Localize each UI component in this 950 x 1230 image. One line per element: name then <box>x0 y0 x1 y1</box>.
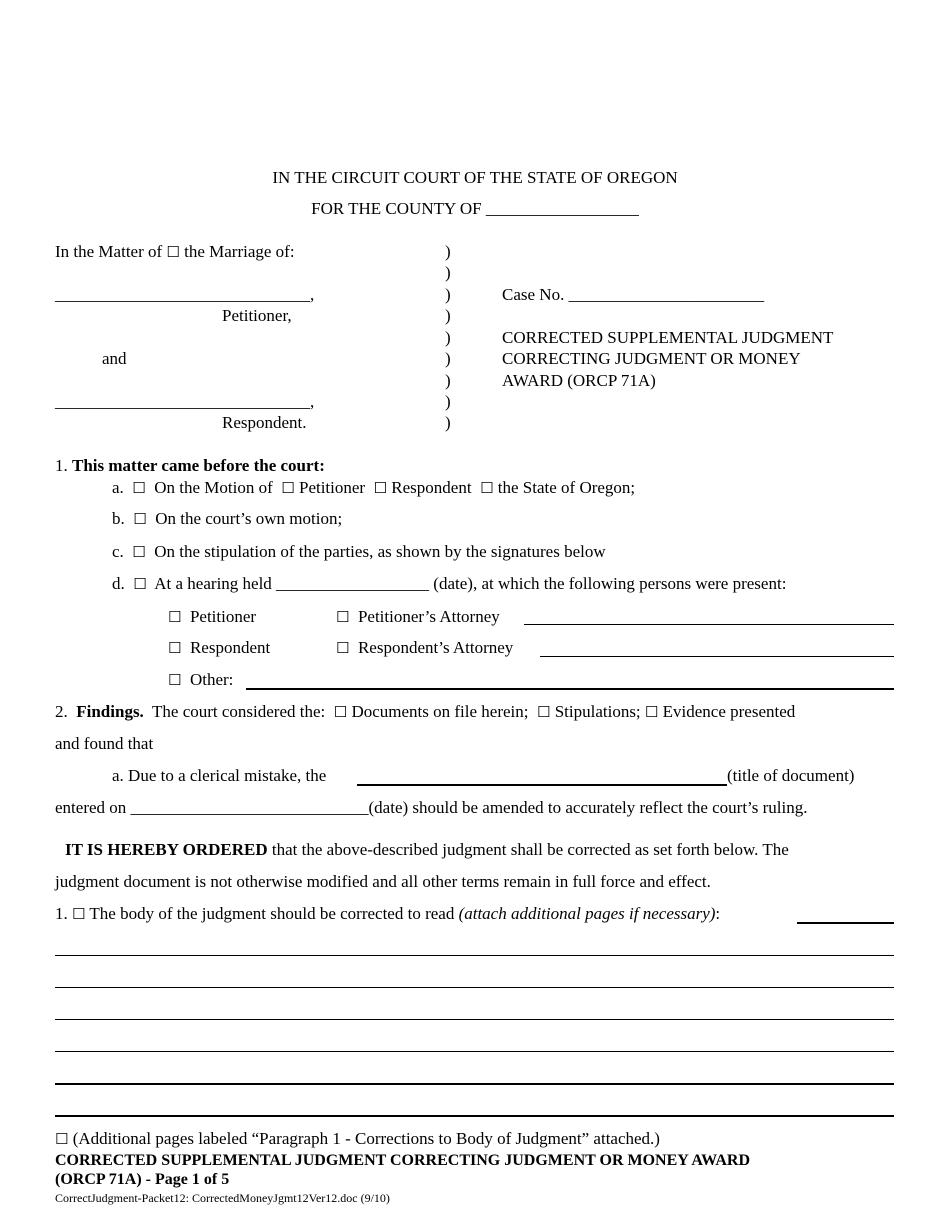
motion-state-label: the State of Oregon; <box>497 478 636 497</box>
writing-line[interactable] <box>55 955 894 956</box>
stipulations-checkbox[interactable]: ☐ <box>537 703 551 721</box>
document-title-line-2: CORRECTING JUDGMENT OR MONEY <box>502 349 801 368</box>
document-title-line-3: AWARD (ORCP 71A) <box>502 371 656 390</box>
present-petitioner-checkbox[interactable]: ☐ <box>168 608 182 626</box>
present-other-checkbox[interactable]: ☐ <box>168 671 182 689</box>
evidence-checkbox[interactable]: ☐ <box>644 703 659 721</box>
respondent-name-field[interactable]: ______________________________, <box>55 392 315 411</box>
evidence-label: Evidence presented <box>662 702 796 721</box>
matter-prefix: In the Matter of <box>55 242 163 261</box>
motion-state-checkbox[interactable]: ☐ <box>480 479 494 497</box>
document-title-line-1: CORRECTED SUPPLEMENTAL JUDGMENT <box>502 328 834 347</box>
pet-attorney-field[interactable] <box>524 624 894 625</box>
item-1d <box>112 574 786 594</box>
court-line-2: FOR THE COUNTY OF __________________ <box>311 199 639 218</box>
item-letter: a. <box>112 478 124 497</box>
other-field[interactable] <box>246 688 894 690</box>
writing-line[interactable] <box>55 1083 894 1085</box>
petitioner-label: Petitioner, <box>222 306 292 325</box>
motion-respondent-checkbox[interactable]: ☐ <box>373 479 388 497</box>
stipulation-label: On the stipulation of the parties, as shown by the signatures below <box>154 542 606 561</box>
footer-title-1 <box>55 1152 750 1170</box>
item-letter: c. <box>112 542 124 561</box>
order-paragraph-line-1 <box>65 840 789 860</box>
footer-title-text-1: CORRECTED SUPPLEMENTAL JUDGMENT CORRECTING JUDGMENT OR MONEY AWARD <box>55 1152 751 1169</box>
additional-pages-checkbox[interactable]: ☐ <box>55 1130 69 1148</box>
footer-filename: CorrectJudgment-Packet12: CorrectedMoneyJgmt12Ver12.doc (9/10) <box>55 1191 390 1205</box>
footer-title-2 <box>55 1171 229 1189</box>
body-correction-label: The body of the judgment should be corrected to read <box>89 904 455 923</box>
findings-intro: The court considered the: <box>152 702 326 721</box>
present-pet-attorney <box>336 607 500 627</box>
caption-paren: ) <box>445 306 451 325</box>
caption-paren: ) <box>445 371 451 390</box>
motion-respondent-label: Respondent <box>391 478 472 497</box>
additional-pages-line <box>55 1129 660 1149</box>
present-other <box>168 670 233 690</box>
hearing-checkbox[interactable]: ☐ <box>133 575 147 593</box>
documents-checkbox[interactable]: ☐ <box>333 703 348 721</box>
order-text-1: that the above-described judgment shall be corrected as set forth below. The <box>271 840 789 859</box>
present-respondent-label: Respondent <box>189 638 271 657</box>
clerical-mistake-text: a. Due to a clerical mistake, the <box>112 766 327 785</box>
present-petitioner-label: Petitioner <box>189 607 257 626</box>
present-resp-attorney-checkbox[interactable]: ☐ <box>336 639 350 657</box>
order-item-number: 1. <box>55 904 68 923</box>
present-pet-attorney-checkbox[interactable]: ☐ <box>336 608 350 626</box>
county-heading <box>0 199 950 219</box>
caption-paren: ) <box>445 263 451 282</box>
caption-paren: ) <box>445 285 451 304</box>
body-correction-checkbox[interactable]: ☐ <box>72 905 86 923</box>
court-heading <box>0 168 950 188</box>
item-1b <box>112 509 342 529</box>
motion-label: On the Motion of <box>154 478 273 497</box>
body-correction-field[interactable] <box>797 922 894 924</box>
additional-pages-label: (Additional pages labeled “Paragraph 1 - Corrections to Body of Judgment” attached.) <box>72 1129 660 1148</box>
present-petitioner <box>168 607 256 627</box>
present-respondent-checkbox[interactable]: ☐ <box>168 639 182 657</box>
present-resp-attorney <box>336 638 513 658</box>
entered-on-line[interactable]: entered on ____________________________(date) should be amended to accurately reflect the court’s ruling. <box>55 798 808 817</box>
found-that: and found that <box>55 734 154 753</box>
writing-line[interactable] <box>55 1019 894 1020</box>
matter-suffix: the Marriage of: <box>184 242 295 261</box>
resp-attorney-field[interactable] <box>540 656 894 657</box>
stipulations-label: Stipulations; <box>554 702 641 721</box>
body-correction-italic: (attach additional pages if necessary) <box>458 904 716 923</box>
own-motion-checkbox[interactable]: ☐ <box>133 510 147 528</box>
hearing-label[interactable]: At a hearing held __________________ (date), at which the following persons were present: <box>154 574 787 593</box>
section-2-number: 2. <box>55 702 68 721</box>
section-2-findings <box>55 702 795 722</box>
court-line-1: IN THE CIRCUIT COURT OF THE STATE OF OREGON <box>272 168 678 187</box>
petitioner-name-field[interactable]: ______________________________, <box>55 285 315 304</box>
motion-petitioner-label: Petitioner <box>298 478 366 497</box>
title-of-document-label: (title of document) <box>727 766 855 785</box>
item-letter: d. <box>112 574 125 593</box>
stipulation-checkbox[interactable]: ☐ <box>132 543 146 561</box>
section-2-title: Findings. <box>76 702 144 721</box>
caption-paren: ) <box>445 349 451 368</box>
present-respondent <box>168 638 270 658</box>
document-title-field[interactable] <box>357 784 727 786</box>
caption-paren: ) <box>445 392 451 411</box>
body-correction-colon: : <box>715 904 721 923</box>
present-other-label: Other: <box>189 670 234 689</box>
item-1a <box>112 478 635 498</box>
documents-label: Documents on file herein; <box>351 702 529 721</box>
and-label: and <box>102 349 127 368</box>
writing-line[interactable] <box>55 1051 894 1052</box>
motion-petitioner-checkbox[interactable]: ☐ <box>281 479 295 497</box>
order-bold: IT IS HEREBY ORDERED <box>65 840 268 859</box>
item-letter: b. <box>112 509 125 528</box>
item-1c <box>112 542 606 562</box>
order-item-1 <box>55 904 720 924</box>
writing-line[interactable] <box>55 987 894 988</box>
order-paragraph-line-2: judgment document is not otherwise modified and all other terms remain in full force and effect. <box>55 872 711 891</box>
present-pet-attorney-label: Petitioner’s Attorney <box>357 607 500 626</box>
caption-paren: ) <box>445 413 451 432</box>
case-number-field[interactable]: Case No. _______________________ <box>502 285 765 304</box>
caption-paren: ) <box>445 328 451 347</box>
respondent-label: Respondent. <box>222 413 307 432</box>
present-resp-attorney-label: Respondent’s Attorney <box>357 638 514 657</box>
motion-checkbox[interactable]: ☐ <box>132 479 146 497</box>
own-motion-label: On the court’s own motion; <box>155 509 343 528</box>
writing-line[interactable] <box>55 1115 894 1117</box>
section-1-heading <box>55 456 325 476</box>
matter-line <box>55 242 295 262</box>
footer-title-text-2: (ORCP 71A) - Page 1 of 5 <box>55 1171 230 1188</box>
marriage-checkbox[interactable]: ☐ <box>166 243 180 261</box>
section-1-number: 1. <box>55 456 68 475</box>
section-1-title: This matter came before the court: <box>72 456 325 475</box>
caption-paren: ) <box>445 242 451 261</box>
